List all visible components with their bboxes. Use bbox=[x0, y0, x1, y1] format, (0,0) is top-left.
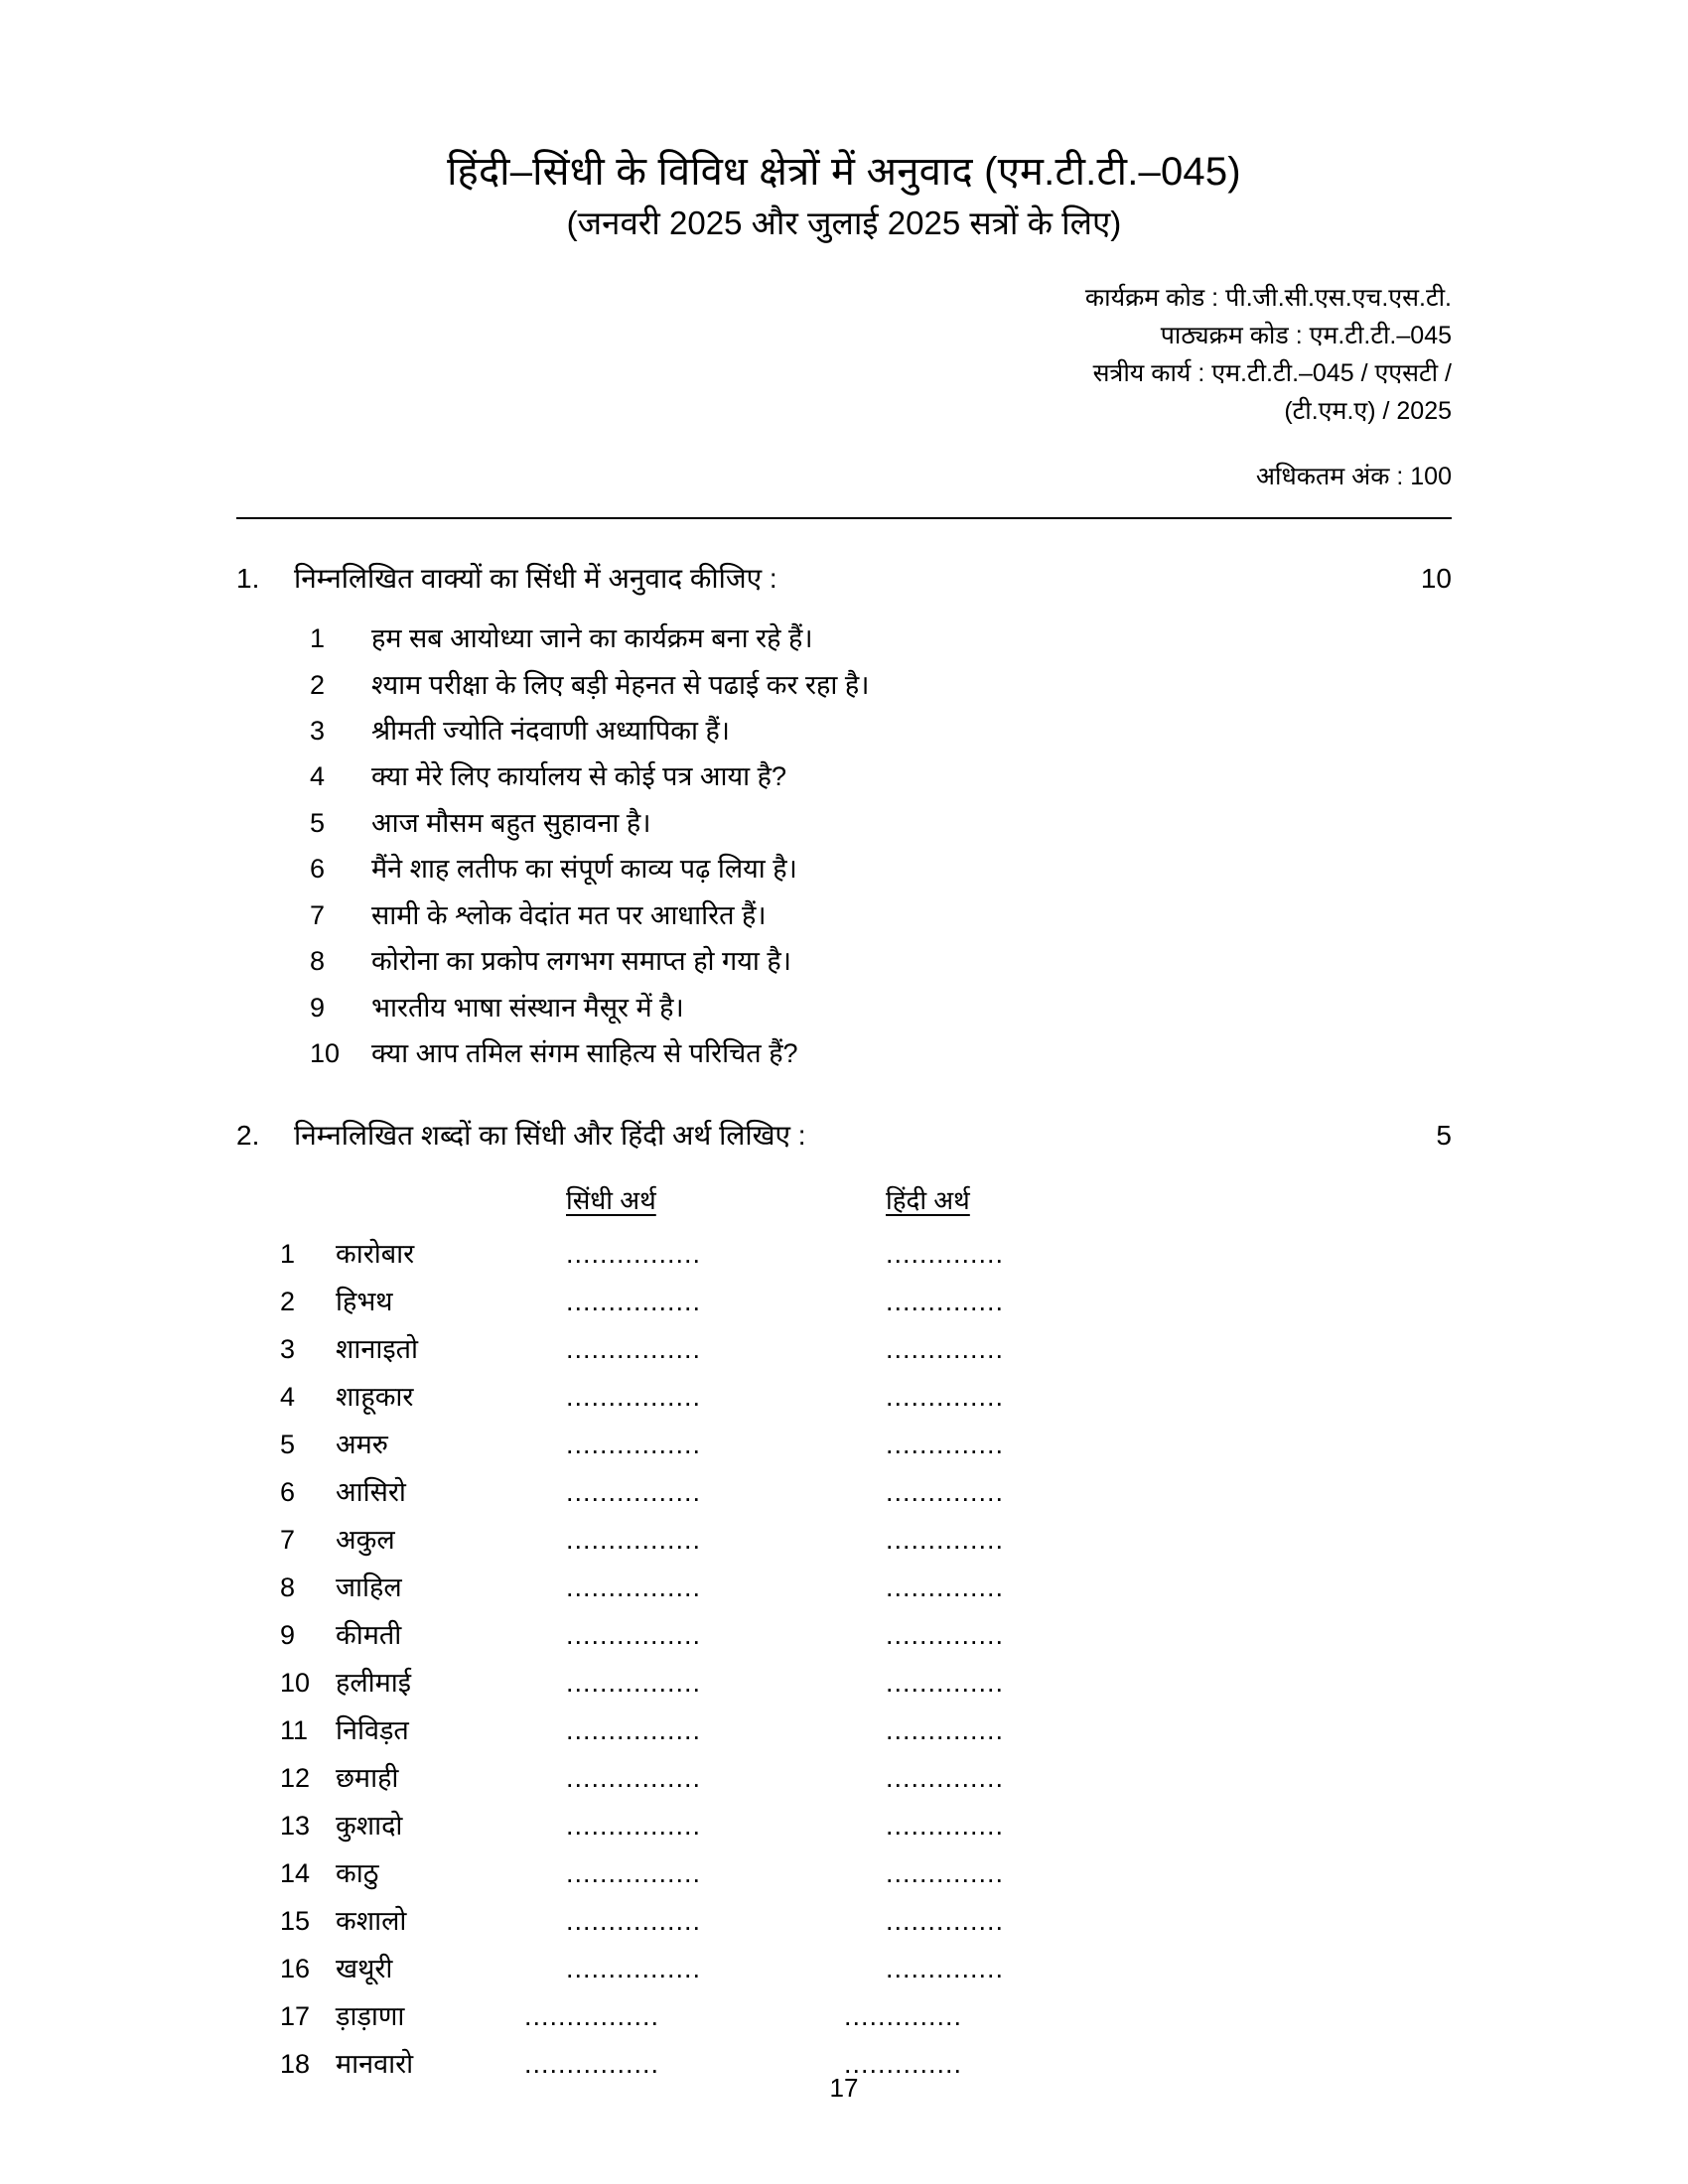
maximum-marks: अधिकतम अंक : 100 bbox=[1255, 462, 1452, 490]
question-1-number: 1. bbox=[236, 562, 260, 594]
list-item-text: मैंने शाह लतीफ का संपूर्ण काव्य पढ़ लिया है। bbox=[371, 854, 797, 885]
table-row bbox=[280, 1564, 1452, 1611]
question-2-text: निम्नलिखित शब्दों का सिंधी और हिंदी अर्थ लिखिए : bbox=[294, 1120, 806, 1152]
hindi-answer-blank[interactable]: .............. bbox=[886, 1429, 1005, 1459]
row-word: जाहिल bbox=[336, 1571, 402, 1602]
row-number: 1 bbox=[280, 1238, 296, 1269]
row-word: मानवारो bbox=[336, 2049, 414, 2080]
row-number: 12 bbox=[280, 1763, 311, 1794]
hindi-answer-blank[interactable]: .............. bbox=[886, 1763, 1005, 1794]
list-item bbox=[310, 708, 1452, 753]
list-item-number: 2 bbox=[310, 669, 326, 700]
table-row bbox=[280, 1992, 1452, 2040]
hindi-answer-blank[interactable]: .............. bbox=[886, 1811, 1005, 1842]
row-number: 8 bbox=[280, 1571, 296, 1602]
table-row bbox=[280, 1897, 1452, 1945]
list-item-text: क्या मेरे लिए कार्यालय से कोई पत्र आया है? bbox=[371, 761, 786, 792]
row-word: आसिरो bbox=[336, 1476, 406, 1507]
sindhi-answer-blank[interactable]: ................ bbox=[566, 1429, 702, 1459]
hindi-answer-blank[interactable]: .............. bbox=[886, 1333, 1005, 1364]
row-number: 18 bbox=[280, 2049, 311, 2080]
row-word: खथूरी bbox=[336, 1954, 393, 1984]
list-item bbox=[310, 800, 1452, 846]
row-number: 5 bbox=[280, 1429, 296, 1459]
sindhi-answer-blank[interactable]: ................ bbox=[566, 1524, 702, 1555]
row-number: 9 bbox=[280, 1620, 296, 1651]
sindhi-answer-blank[interactable]: ................ bbox=[566, 1811, 702, 1842]
list-item-text: क्या आप तमिल संगम साहित्य से परिचित हैं? bbox=[371, 1038, 798, 1069]
hindi-answer-blank[interactable]: .............. bbox=[886, 1668, 1005, 1699]
sindhi-answer-blank[interactable]: ................ bbox=[566, 1286, 702, 1316]
hindi-answer-blank[interactable]: .............. bbox=[844, 2001, 963, 2032]
assignment-code-line-2: (टी.एम.ए) / 2025 bbox=[1284, 396, 1452, 425]
table-row bbox=[280, 1230, 1452, 1278]
row-word: हिभथ bbox=[336, 1286, 393, 1316]
hindi-answer-blank[interactable]: .............. bbox=[886, 1715, 1005, 1746]
row-word: कशालो bbox=[336, 1906, 407, 1937]
sindhi-answer-blank[interactable]: ................ bbox=[524, 2049, 660, 2080]
list-item-text: सामी के श्लोक वेदांत मत पर आधारित हैं। bbox=[371, 899, 767, 930]
row-number: 2 bbox=[280, 1286, 296, 1316]
sindhi-answer-blank[interactable]: ................ bbox=[566, 1668, 702, 1699]
page-title: हिंदी–सिंधी के विविध क्षेत्रों में अनुवाद (एम.टी.टी.–045) bbox=[447, 150, 1241, 194]
list-item-number: 5 bbox=[310, 807, 326, 838]
list-item-number: 10 bbox=[310, 1038, 341, 1069]
sindhi-answer-blank[interactable]: ................ bbox=[566, 1333, 702, 1364]
hindi-answer-blank[interactable]: .............. bbox=[886, 1476, 1005, 1507]
sindhi-answer-blank[interactable]: ................ bbox=[566, 1381, 702, 1412]
list-item bbox=[310, 1030, 1452, 1076]
table-row bbox=[280, 1611, 1452, 1659]
question-1 bbox=[236, 559, 1452, 1077]
table-row bbox=[280, 1421, 1452, 1468]
question-2 bbox=[236, 1116, 1452, 2088]
list-item-text: भारतीय भाषा संस्थान मैसूर में है। bbox=[371, 992, 684, 1023]
question-1-marks: 10 bbox=[1420, 562, 1452, 594]
list-item-text: हम सब आयोध्या जाने का कार्यक्रम बना रहे हैं। bbox=[371, 623, 813, 654]
list-item bbox=[310, 662, 1452, 708]
sindhi-answer-blank[interactable]: ................ bbox=[566, 1906, 702, 1937]
questions-container bbox=[0, 559, 1688, 2089]
list-item-number: 3 bbox=[310, 715, 326, 746]
question-2-marks: 5 bbox=[1436, 1120, 1452, 1152]
sindhi-answer-blank[interactable]: ................ bbox=[566, 1954, 702, 1984]
column-header-sindhi-meaning bbox=[566, 1181, 886, 1220]
program-code: कार्यक्रम कोड : पी.जी.सी.एस.एच.एस.टी. bbox=[1084, 283, 1452, 312]
hindi-answer-blank[interactable]: .............. bbox=[886, 1238, 1005, 1269]
row-number: 13 bbox=[280, 1811, 311, 1842]
hindi-answer-blank[interactable]: .............. bbox=[886, 1571, 1005, 1602]
sindhi-answer-blank[interactable]: ................ bbox=[566, 1858, 702, 1889]
list-item-number: 9 bbox=[310, 992, 326, 1023]
row-word: हलीमाई bbox=[336, 1668, 412, 1699]
table-row bbox=[280, 1802, 1452, 1849]
list-item bbox=[310, 938, 1452, 984]
table-row bbox=[280, 1945, 1452, 1992]
list-item-number: 4 bbox=[310, 761, 326, 792]
assignment-code-line-1: सत्रीय कार्य : एम.टी.टी.–045 / एएसटी / bbox=[1092, 358, 1452, 387]
sindhi-answer-blank[interactable]: ................ bbox=[566, 1238, 702, 1269]
table-row bbox=[280, 1754, 1452, 1802]
list-item-number: 8 bbox=[310, 946, 326, 977]
word-meaning-table bbox=[236, 1181, 1452, 2089]
question-1-text: निम्नलिखित वाक्यों का सिंधी में अनुवाद कीजिए : bbox=[294, 562, 777, 594]
column-header-hindi-label: हिंदी अर्थ bbox=[886, 1184, 970, 1215]
row-number: 17 bbox=[280, 2001, 311, 2032]
row-word: शाहूकार bbox=[336, 1381, 414, 1412]
row-word: अकुल bbox=[336, 1524, 395, 1555]
list-item bbox=[310, 985, 1452, 1030]
column-header-hindi-meaning bbox=[886, 1181, 1205, 1220]
row-number: 10 bbox=[280, 1668, 311, 1699]
sindhi-answer-blank[interactable]: ................ bbox=[566, 1620, 702, 1651]
list-item-text: आज मौसम बहुत सुहावना है। bbox=[371, 807, 651, 838]
hindi-answer-blank[interactable]: .............. bbox=[886, 1954, 1005, 1984]
table-row bbox=[280, 1278, 1452, 1325]
hindi-answer-blank[interactable]: .............. bbox=[886, 1858, 1005, 1889]
row-number: 16 bbox=[280, 1954, 311, 1984]
question-2-number: 2. bbox=[236, 1120, 260, 1152]
table-row bbox=[280, 1516, 1452, 1564]
course-meta-block bbox=[0, 279, 1688, 495]
table-header-row bbox=[280, 1181, 1452, 1220]
sindhi-answer-blank[interactable]: ................ bbox=[566, 1476, 702, 1507]
list-item-text: कोरोना का प्रकोप लगभग समाप्त हो गया है। bbox=[371, 946, 791, 977]
list-item-text: श्याम परीक्षा के लिए बड़ी मेहनत से पढाई कर रहा है। bbox=[371, 669, 870, 700]
sindhi-answer-blank[interactable]: ................ bbox=[566, 1763, 702, 1794]
row-number: 11 bbox=[280, 1715, 309, 1746]
row-word: अमरु bbox=[336, 1429, 388, 1459]
row-word: कीमती bbox=[336, 1620, 402, 1651]
table-row bbox=[280, 1706, 1452, 1754]
hindi-answer-blank[interactable]: .............. bbox=[844, 2049, 963, 2080]
row-number: 7 bbox=[280, 1524, 296, 1555]
question-1-heading bbox=[236, 559, 1452, 598]
list-item-number: 7 bbox=[310, 899, 326, 930]
question-1-sentence-list bbox=[236, 615, 1452, 1076]
row-word: शानाइतो bbox=[336, 1333, 418, 1364]
row-number: 3 bbox=[280, 1333, 296, 1364]
table-row bbox=[280, 1325, 1452, 1373]
row-word: छमाही bbox=[336, 1763, 399, 1794]
hindi-answer-blank[interactable]: .............. bbox=[886, 1286, 1005, 1316]
sindhi-answer-blank[interactable]: ................ bbox=[566, 1715, 702, 1746]
list-item bbox=[310, 846, 1452, 891]
hindi-answer-blank[interactable]: .............. bbox=[886, 1381, 1005, 1412]
course-code: पाठ्यक्रम कोड : एम.टी.टी.–045 bbox=[1160, 321, 1452, 349]
column-header-sindhi-label: सिंधी अर्थ bbox=[566, 1184, 656, 1215]
list-item-number: 1 bbox=[310, 623, 326, 654]
list-item bbox=[310, 753, 1452, 799]
hindi-answer-blank[interactable]: .............. bbox=[886, 1524, 1005, 1555]
page-subtitle: (जनवरी 2025 और जुलाई 2025 सत्रों के लिए) bbox=[566, 205, 1122, 241]
row-word: काठु bbox=[336, 1858, 379, 1889]
question-2-heading bbox=[236, 1116, 1452, 1155]
row-word: निविड़त bbox=[336, 1715, 409, 1746]
row-number: 15 bbox=[280, 1906, 311, 1937]
row-number: 4 bbox=[280, 1381, 296, 1412]
list-item bbox=[310, 892, 1452, 938]
sindhi-answer-blank[interactable]: ................ bbox=[566, 1571, 702, 1602]
hindi-answer-blank[interactable]: .............. bbox=[886, 1906, 1005, 1937]
table-row bbox=[280, 1468, 1452, 1516]
document-header bbox=[0, 0, 1688, 245]
table-row bbox=[280, 1373, 1452, 1421]
hindi-answer-blank[interactable]: .............. bbox=[886, 1620, 1005, 1651]
list-item bbox=[310, 615, 1452, 661]
row-word: कुशादो bbox=[336, 1811, 403, 1842]
table-row bbox=[280, 1659, 1452, 1706]
header-divider bbox=[236, 517, 1452, 519]
row-number: 6 bbox=[280, 1476, 296, 1507]
row-word: ड़ाड़ाणा bbox=[336, 2001, 405, 2032]
row-word: कारोबार bbox=[336, 1238, 415, 1269]
list-item-number: 6 bbox=[310, 854, 326, 885]
table-row bbox=[280, 1849, 1452, 1897]
page-number: 17 bbox=[829, 2073, 859, 2103]
list-item-text: श्रीमती ज्योति नंदवाणी अध्यापिका हैं। bbox=[371, 715, 731, 746]
sindhi-answer-blank[interactable]: ................ bbox=[524, 2001, 660, 2032]
row-number: 14 bbox=[280, 1858, 311, 1889]
